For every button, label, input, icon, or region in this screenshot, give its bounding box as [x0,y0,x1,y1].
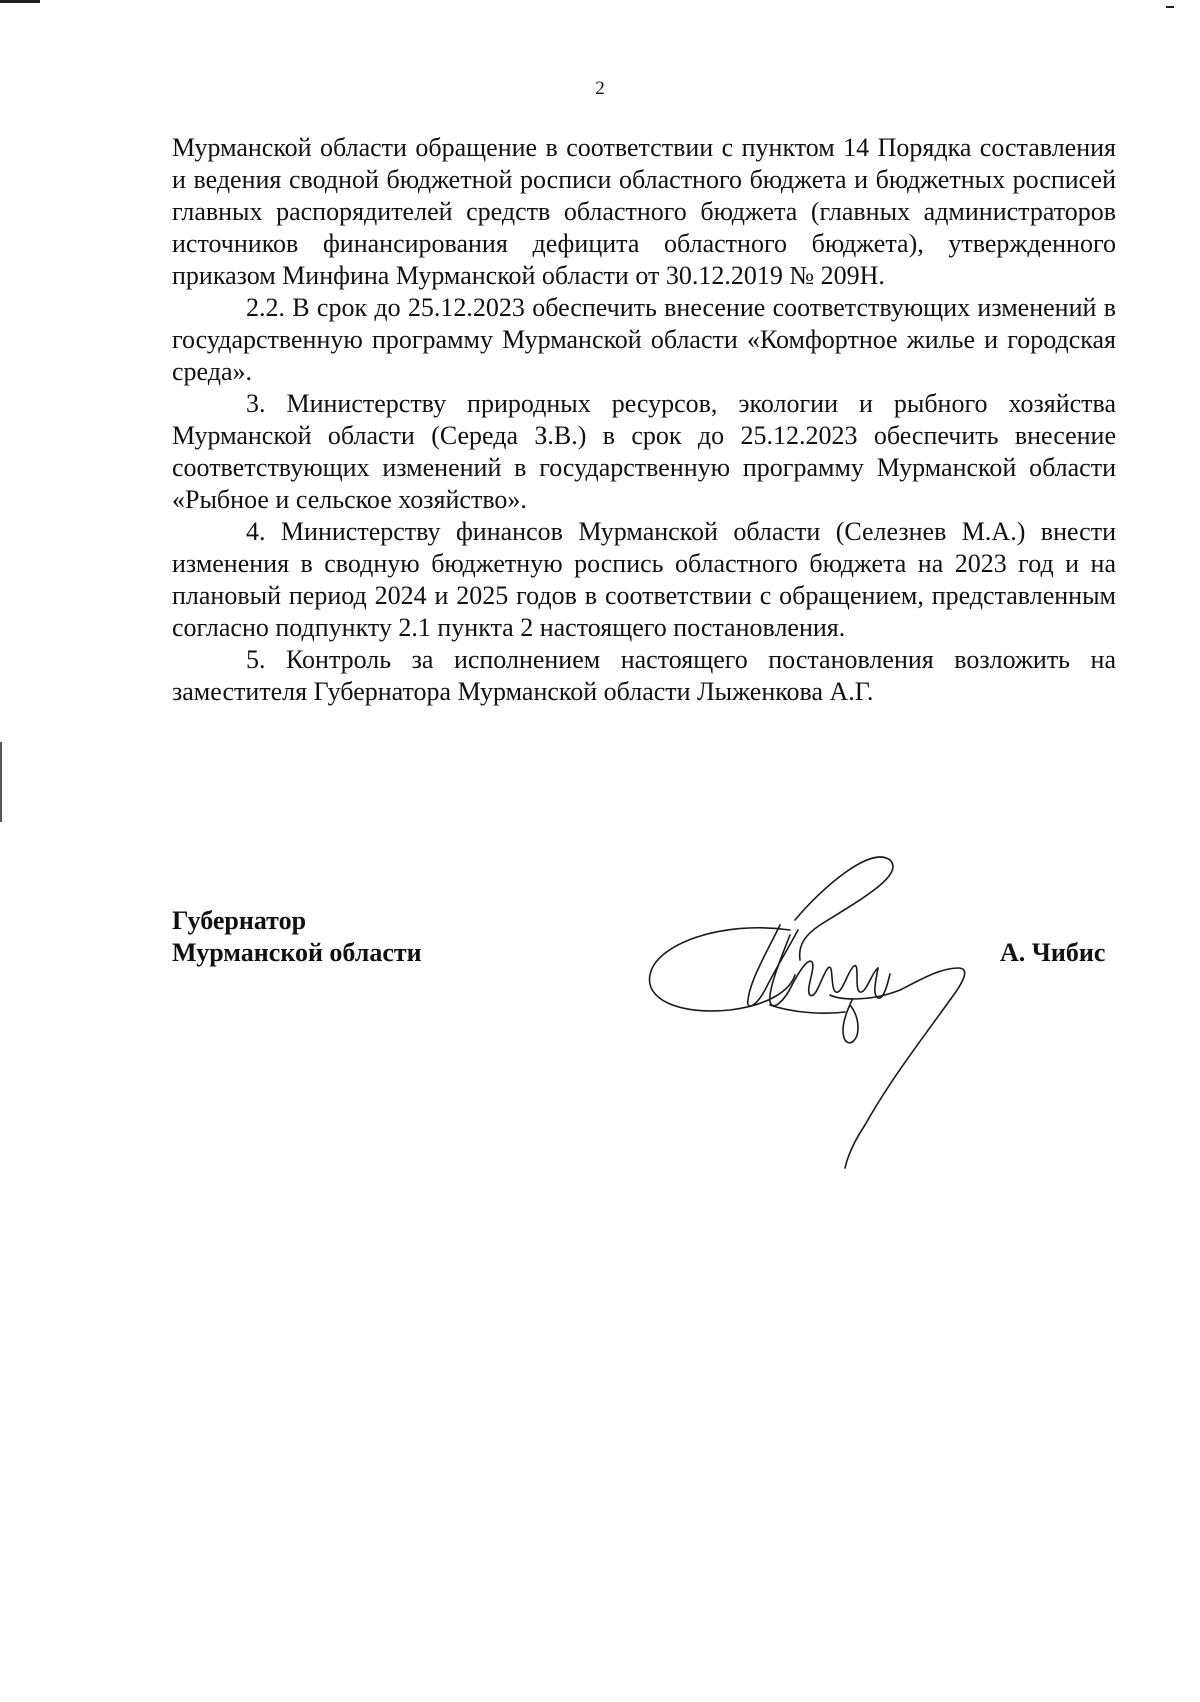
paragraph-3: 3. Министерству природных ресурсов, экологии и рыбного хозяйства Мурманской области (Середа З.В.) в срок до 25.12.2023 обеспечить внесение соответствующих изменений в государственную программу Мурманской области «Рыбное и сельское хозяйство». [172,389,1116,514]
signatory-title [172,905,422,969]
scan-mark-top-left [0,0,40,3]
handwritten-signature [640,850,990,1170]
paragraph-4: 4. Министерству финансов Мурманской области (Селезнев М.А.) внести изменения в сводную бюджетную роспись областного бюджета на 2023 год и на плановый период 2024 и 2025 годов в соответствии с обращением, представленным согласно подпункту 2.1 пункта 2 настоящего постановления. [172,517,1116,642]
page-number: 2 [595,78,605,99]
paragraph-continuation: Мурманской области обращение в соответствии с пунктом 14 Порядка составления и ведения сводной бюджетной росписи областного бюджета и бюджетных росписей главных распорядителей средств областного бюджета (главных администраторов источников финансирования дефицита областного бюджета), утвержденного приказом Минфина Мурманской области от 30.12.2019 № 209Н. [172,133,1116,290]
signatory-title-line-2: Мурманской области [172,938,422,967]
scan-mark-left-edge [0,742,2,822]
scan-mark-top-right [1166,6,1174,8]
paragraph-5: 5. Контроль за исполнением настоящего постановления возложить на заместителя Губернатора Мурманской области Лыженкова А.Г. [172,645,1116,706]
signatory-name: А. Чибис [1000,938,1106,967]
document-body [172,132,1116,708]
paragraph-2-2: 2.2. В срок до 25.12.2023 обеспечить внесение соответствующих изменений в государственную программу Мурманской области «Комфортное жилье и городская среда». [172,293,1116,386]
signatory-title-line-1: Губернатор [172,906,307,935]
